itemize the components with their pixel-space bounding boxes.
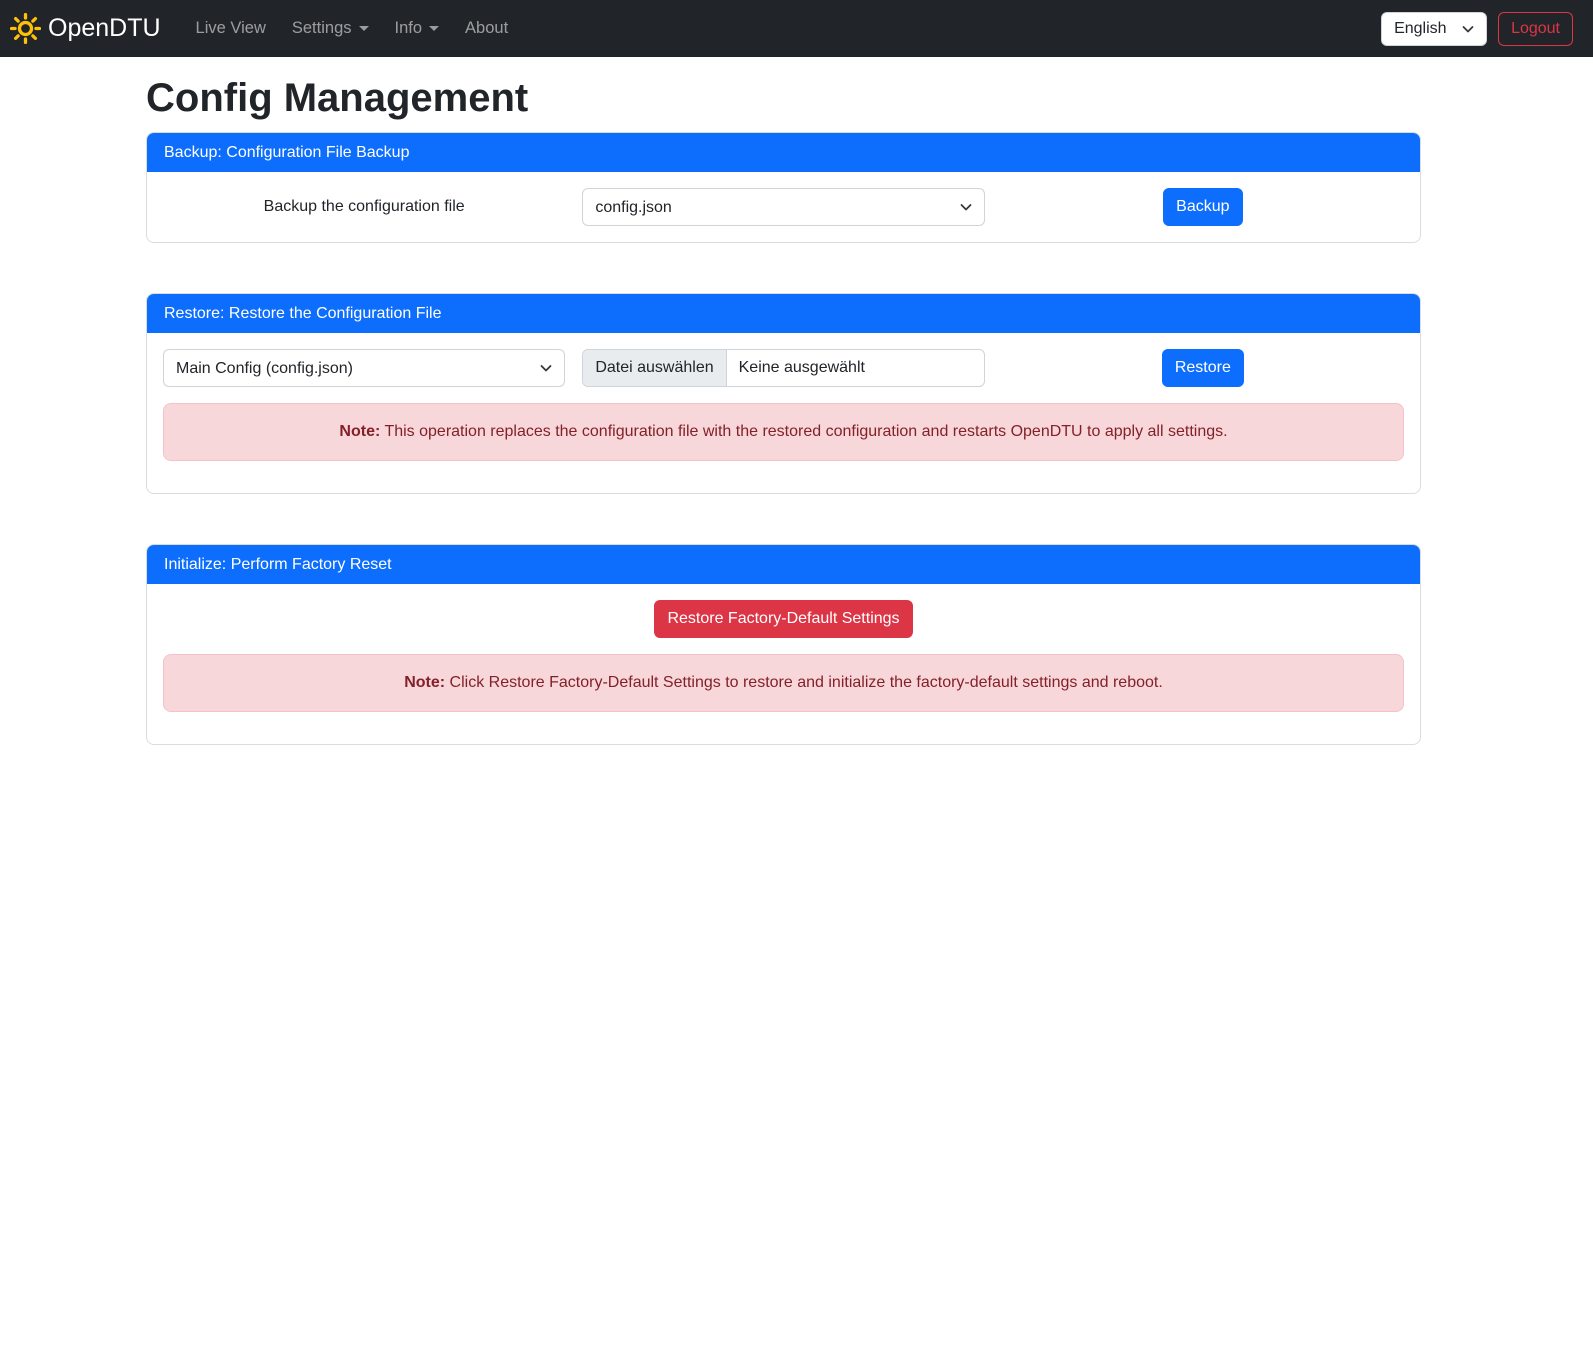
note-text: Click Restore Factory-Default Settings to restore and initialize the factory-default settings and reboot. [445,674,1163,691]
page-title: Config Management [146,76,529,120]
restore-note-alert [163,403,1404,461]
backup-file-select-wrap [582,188,984,226]
brand-label: OpenDTU [48,14,161,42]
backup-card [146,132,1421,243]
nav-item-info[interactable] [382,11,453,46]
restore-button[interactable]: Restore [1162,349,1244,387]
backup-card-header: Backup: Configuration File Backup [147,133,1420,172]
note-label: Note: [339,423,381,440]
restore-target-select-wrap [163,349,565,387]
factory-reset-button[interactable]: Restore Factory-Default Settings [654,600,912,638]
language-select[interactable] [1381,12,1487,46]
restore-card-body [147,333,1420,493]
restore-card-header: Restore: Restore the Configuration File [147,294,1420,333]
logout-button[interactable]: Logout [1498,12,1573,46]
backup-file-select[interactable] [582,188,984,226]
nav-links [183,11,522,46]
backup-card-body [147,172,1420,242]
caret-down-icon [359,26,369,31]
backup-button[interactable]: Backup [1163,188,1242,226]
brand[interactable] [10,13,173,44]
top-navbar [0,0,1593,57]
language-select-wrap [1381,12,1487,46]
main-content [146,76,1421,745]
nav-item-label: Live View [195,19,266,37]
restore-target-select[interactable] [163,349,565,387]
file-choose-button[interactable]: Datei auswählen [583,350,726,386]
nav-item-label: About [465,19,509,37]
nav-item-settings[interactable] [279,11,382,46]
caret-down-icon [429,26,439,31]
restore-file-input[interactable] [582,349,984,387]
nav-item-label: Settings [291,19,352,37]
backup-file-label: Backup the configuration file [263,198,465,215]
note-label: Note: [404,674,446,691]
file-status-text: Keine ausgewählt [738,359,865,376]
sun-icon [10,13,41,44]
nav-item-about[interactable] [452,11,521,46]
nav-item-live-view[interactable] [183,11,279,46]
note-text: This operation replaces the configuration file with the restored configuration and restarts OpenDTU to apply all settings. [380,423,1228,440]
factory-reset-card-header: Initialize: Perform Factory Reset [147,545,1420,584]
factory-reset-note-alert [163,654,1404,712]
factory-reset-card-body [147,584,1420,744]
restore-card [146,293,1421,494]
nav-item-label: Info [394,19,423,37]
factory-reset-card [146,544,1421,745]
